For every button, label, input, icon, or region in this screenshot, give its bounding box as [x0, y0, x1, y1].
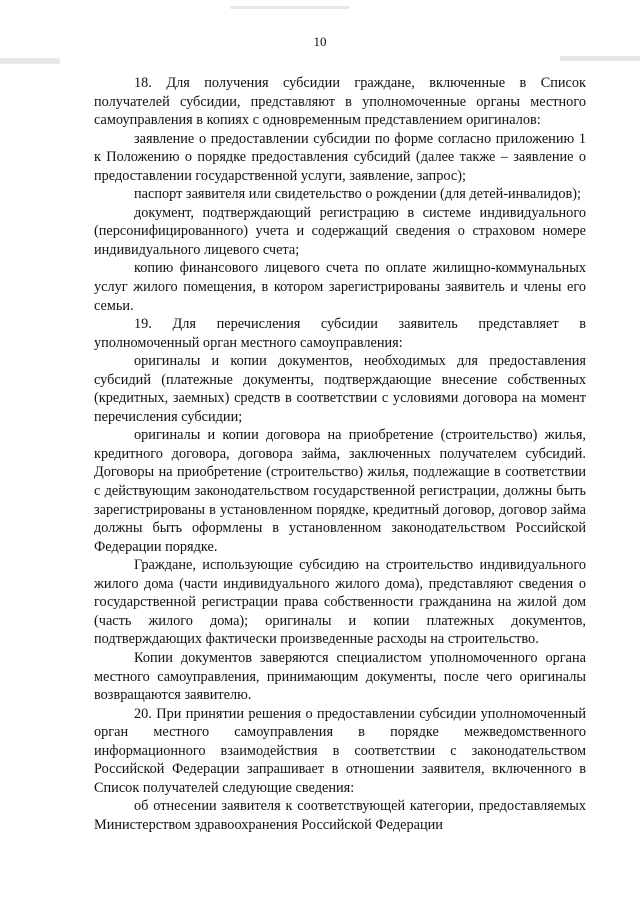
- paragraph-19: 19. Для перечисления субсидии заявитель представляет в уполномоченный орган местного самоуправления:: [94, 316, 586, 351]
- page-number: 10: [313, 34, 327, 49]
- paragraph-20: 20. При принятии решения о предоставлении субсидии уполномоченный орган местного самоуправления в порядке межведомственного информационного взаимодействия в соответствии с законодательством Российской Федерации запрашивает в отношении заявителя, включенного в Список получателей следующие сведения:: [94, 705, 586, 796]
- item-application: заявление о предоставлении субсидии по форме согласно приложению 1 к Положению о порядке предоставления субсидий (далее также – заявление о предоставлении государственной услуги, заявление, запрос);: [94, 130, 586, 184]
- paragraph-construction: Граждане, использующие субсидию на строительство индивидуального жилого дома (части индивидуального жилого дома), представляют сведения о государственной регистрации права собственности гражданина на жилой дом (часть жилого дома); оригиналы и копии платежных документов, подтверждающих фактически произведенные расходы на строительство.: [94, 557, 586, 648]
- item-passport: паспорт заявителя или свидетельство о рождении (для детей-инвалидов);: [134, 186, 582, 203]
- item-registration-document: документ, подтверждающий регистрацию в системе индивидуального (персонифицированного) учета и содержащий сведения о страховом номере индивидуального лицевого счета;: [94, 204, 586, 258]
- item-account-copy: копию финансового лицевого счета по оплате жилищно-коммунальных услуг жилого помещения, в котором зарегистрированы заявитель и члены его семьи.: [94, 260, 586, 314]
- item-contracts: оригиналы и копии договора на приобретение (строительство) жилья, кредитного договора, договора займа, заключенных получателем субсидий. Договоры на приобретение (строительство) жилья, подлежащие в соответствии с действующим законодательством государственной регистрации, должны быть зарегистрированы в установленном порядке, кредитный договор, договор займа должны быть оформлены в установленном законодательством Российской Федерации порядке.: [94, 427, 586, 555]
- scan-smudge: [230, 6, 350, 9]
- paragraph-copies: Копии документов заверяются специалистом уполномоченного органа местного самоуправления, принимающим документы, после чего оригиналы возвращаются заявителю.: [94, 649, 586, 704]
- item-payment-documents: оригиналы и копии документов, необходимых для предоставления субсидий (платежные документы, подтверждающие внесение собственных (кредитных, заемных) средств в соответствии с условиями договора на момент перечисления субсидии;: [94, 353, 586, 425]
- item-category: об отнесении заявителя к соответствующей категории, предоставляемых Министерством здравоохранения Российской Федерации: [94, 798, 586, 833]
- scan-smudge: [0, 58, 60, 64]
- scan-smudge: [560, 56, 640, 61]
- paragraph-18: 18. Для получения субсидии граждане, включенные в Список получателей субсидии, представляют в уполномоченные органы местного самоуправления в копиях с одновременным представлением оригиналов:: [94, 75, 586, 129]
- document-body: [94, 74, 586, 834]
